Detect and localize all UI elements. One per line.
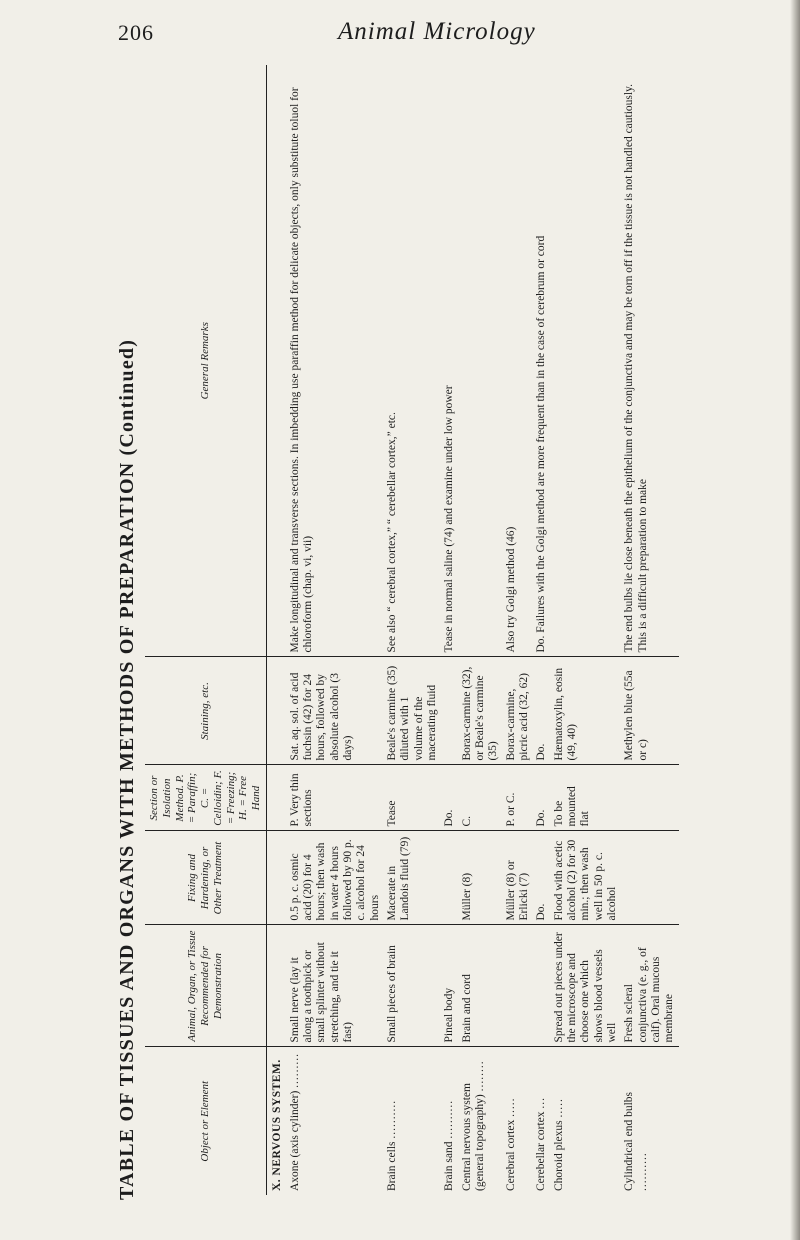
cell-object: [441, 1047, 458, 1195]
dot-leader: ..........: [443, 1099, 456, 1139]
cell-fixing: Do.: [533, 831, 550, 925]
dot-leader: .....: [552, 1098, 565, 1118]
cell-organ: Small pieces of brain: [384, 925, 441, 1047]
running-head: Animal Micrology: [338, 18, 536, 45]
cell-fixing: Müller (8): [459, 831, 503, 925]
cell-fixing: Flood with acetic alcohol (2) for 30 min.; then wash well in 50 p. c. alcohol: [551, 831, 622, 925]
section-heading-row: [266, 65, 287, 1195]
cell-fixing: 0.5 p. c. osmic acid (20) for 4 hours; then wash in water 4 hours followed by 90 p. c. alcohol for 24 hours: [287, 831, 384, 925]
methods-table: [145, 65, 679, 1195]
cell-object: [621, 1047, 678, 1195]
cell-remarks: Tease in normal saline (74) and examine under low power: [441, 65, 458, 657]
cell-remarks: The end bulbs lie close beneath the epithelium of the conjunctiva and may be torn off if the tissue is not handled cautiously. This is a difficult preparation to make: [621, 65, 678, 657]
dot-leader: ........: [474, 1060, 487, 1092]
cell-fixing: [621, 831, 678, 925]
cell-section: P. Very thin sections: [287, 765, 384, 831]
scan-edge-shadow: [790, 0, 800, 1240]
cell-object: [533, 1047, 550, 1195]
object-name: Cylindrical end bulbs: [623, 1091, 636, 1191]
table-row: [503, 65, 534, 1195]
cell-object: [287, 1047, 384, 1195]
header-section: Section or Isolation Method. P. = Paraffin; C. = Celloidin; F. = Freezing; H. = Free Hand: [145, 765, 266, 831]
header-fixing: Fixing and Hardening, or Other Treatment: [145, 831, 266, 925]
cell-remarks: [459, 65, 503, 657]
header-staining: Staining, etc.: [145, 657, 266, 765]
cell-remarks: Do. Failures with the Golgi method are more frequent than in the case of cerebrum or cord: [533, 65, 550, 657]
rotated-table-wrapper: [145, 65, 710, 1195]
object-name: Brain cells: [386, 1141, 399, 1191]
header-row: [145, 65, 266, 1195]
header-remarks: General Remarks: [145, 65, 266, 657]
object-name: Axone (axis cylinder): [288, 1090, 301, 1191]
cell-section: To be mounted flat: [551, 765, 622, 831]
table-row: [621, 65, 678, 1195]
cell-staining: Do.: [533, 657, 550, 765]
object-name: Cerebral cortex: [504, 1119, 517, 1191]
page-number: 206: [118, 20, 154, 45]
cell-organ: Brain and cord: [459, 925, 503, 1047]
table-row: [287, 65, 384, 1195]
cell-remarks: See also “ cerebral cortex,” “ cerebellar cortex,” etc.: [384, 65, 441, 657]
dot-leader: ...: [535, 1097, 548, 1109]
object-name: Brain sand: [443, 1141, 456, 1191]
table-row: [533, 65, 550, 1195]
cell-fixing: [441, 831, 458, 925]
cell-remarks: [551, 65, 622, 657]
header-object: Object or Element: [145, 1047, 266, 1195]
cell-section: C.: [459, 765, 503, 831]
cell-staining: Borax-carmine (32), or Beale's carmine (35): [459, 657, 503, 765]
cell-staining: Borax-carmine, picric acid (32, 62): [503, 657, 534, 765]
cell-staining: Sat. aq. sol. of acid fuchsin (42) for 24 hours, followed by absolute alcohol (3 days): [287, 657, 384, 765]
cell-staining: Beale's carmine (35) diluted with 1 volume of the macerating fluid: [384, 657, 441, 765]
cell-remarks: Make longitudinal and transverse sections. In imbedding use paraffin method for delicate objects, only substitute toluol for chloroform (chap. vi, vii): [287, 65, 384, 657]
object-name: Cerebellar cortex: [535, 1111, 548, 1191]
table-title: TABLE OF TISSUES AND ORGANS WITH METHODS OF PREPARATION (Continued): [116, 338, 138, 1200]
cell-organ: [503, 925, 534, 1047]
object-name: Central nervous system (general topography): [460, 1083, 487, 1191]
cell-staining: Hæmatoxylin, eosin (49, 40): [551, 657, 622, 765]
cell-section: Do.: [441, 765, 458, 831]
cell-organ: Fresh scleral conjunctiva (e. g., of calf). Oral mucous membrane: [621, 925, 678, 1047]
cell-remarks: Also try Golgi method (46): [503, 65, 534, 657]
cell-staining: Methylen blue (55a or c): [621, 657, 678, 765]
cell-organ: [533, 925, 550, 1047]
object-name: Choroid plexus: [552, 1120, 565, 1191]
cell-organ: Pineal body: [441, 925, 458, 1047]
table-row: [551, 65, 622, 1195]
cell-staining: [441, 657, 458, 765]
cell-organ: Spread out pieces under the microscope and choose one which shows blood vessels well: [551, 925, 622, 1047]
dot-leader: .........: [288, 1052, 301, 1088]
table-row: [441, 65, 458, 1195]
cell-organ: Small nerve (lay it along a toothpick or small splinter without stretching, and tie it fast): [287, 925, 384, 1047]
dot-leader: ..........: [636, 1152, 649, 1191]
cell-section: P. or C.: [503, 765, 534, 831]
cell-object: [384, 1047, 441, 1195]
cell-object: [503, 1047, 534, 1195]
cell-section: Tease: [384, 765, 441, 831]
dot-leader: .....: [504, 1097, 517, 1117]
cell-section: [621, 765, 678, 831]
cell-section: Do.: [533, 765, 550, 831]
table-row: [459, 65, 503, 1195]
table-row: [384, 65, 441, 1195]
cell-object: [551, 1047, 622, 1195]
dot-leader: ..........: [386, 1099, 399, 1139]
section-heading: X. NERVOUS SYSTEM.: [270, 1059, 283, 1191]
cell-fixing: Müller (8) or Erlicki (7): [503, 831, 534, 925]
header-organ: Animal, Organ, or Tissue Recommended for Demonstration: [145, 925, 266, 1047]
cell-fixing: Macerate in Landois fluid (79): [384, 831, 441, 925]
cell-object: [459, 1047, 503, 1195]
